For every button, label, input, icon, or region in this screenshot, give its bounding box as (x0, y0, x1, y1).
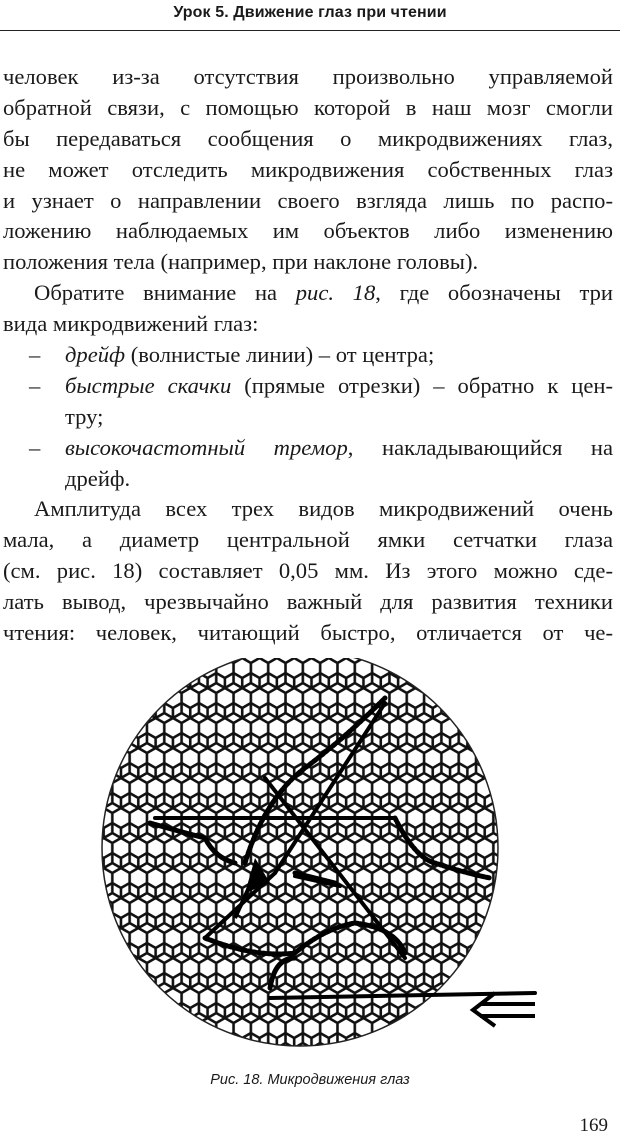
text-span: , где обозначены три (375, 280, 613, 306)
text-line: Амплитуда всех трех видов микродвижений очень (34, 496, 613, 522)
text-line: вида микродвижений глаз: (3, 311, 259, 337)
text-line: мала, а диаметр центральной ямки сетчатки глаза (3, 527, 613, 553)
list-dash: – (29, 372, 41, 398)
list-term: быстрые скачки (65, 372, 232, 398)
text-line: человек из-за отсутствия произвольно управляемой (3, 64, 613, 89)
list-text: , накладывающийся на (347, 434, 613, 460)
list-item (3, 433, 613, 464)
list-term: высокочастотный тремор (65, 434, 348, 460)
text-line: и узнает о направлении своего взгляда лишь по распо- (3, 187, 613, 213)
list-dash: – (29, 342, 41, 368)
page-number: 169 (579, 1115, 608, 1136)
list-item (3, 340, 613, 371)
list-item (3, 371, 613, 402)
figure-reference: рис. 18 (295, 280, 376, 306)
microsaccade-illustration (95, 658, 545, 1058)
text-span: Обратите внимание на (34, 280, 296, 306)
running-header (0, 0, 620, 31)
list-dash: – (29, 434, 41, 460)
text-line: чтения: человек, читающий быстро, отличается от че- (3, 620, 613, 646)
list-term: дрейф (65, 342, 126, 368)
text-line: (см. рис. 18) составляет 0,05 мм. Из этого можно сде- (3, 558, 613, 584)
text-line: обратной связи, с помощью которой в наш мозг смогли (3, 94, 613, 120)
chapter-title: Урок 5. Движение глаз при чтении (173, 4, 447, 21)
text-line: лать вывод, чрезвычайно важный для развития техники (3, 589, 613, 615)
text-line: бы передаваться сообщения о микродвижениях глаз, (3, 125, 613, 151)
text-line (3, 278, 613, 309)
list-continuation: дрейф. (65, 465, 131, 491)
list-text: (волнистые линии) – от центра; (125, 342, 435, 368)
body-text (3, 62, 613, 649)
list-continuation: тру; (65, 403, 104, 429)
list-text: (прямые отрезки) – обратно к цен- (231, 372, 613, 398)
text-line: ложению наблюдаемых им объектов либо изменению (3, 218, 613, 244)
figure-caption: Рис. 18. Микродвижения глаз (210, 1072, 410, 1088)
text-line: не может отследить микродвижения собственных глаз (3, 156, 613, 182)
text-line: положения тела (например, при наклоне головы). (3, 249, 479, 275)
